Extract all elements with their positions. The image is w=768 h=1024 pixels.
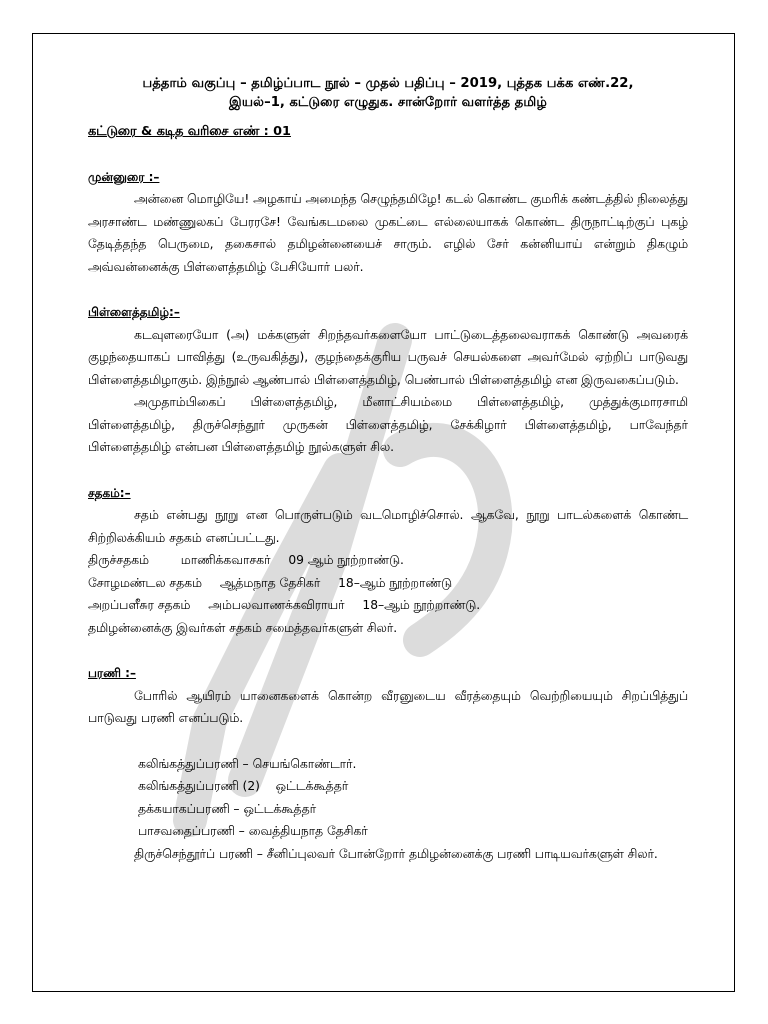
sathagam-author: அம்பலவாணக்கவிராயர் <box>208 598 345 612</box>
series-label: கட்டுரை & கடித வரிசை எண் : 01 <box>88 124 291 139</box>
sathagam-century: 18–ஆம் நூற்றாண்டு <box>338 575 452 590</box>
title-line-1: பத்தாம் வகுப்பு – தமிழ்ப்பாட நூல் – முதல் பதிப்பு – 2019, புத்தக பக்க எண்.22, <box>142 76 634 91</box>
parani-list-item: தக்கயாகப்பரணி – ஒட்டக்கூத்தர் <box>138 801 317 816</box>
sathagam-work: அறப்பளீசுர சதகம் <box>88 598 191 612</box>
parani-list-item: பாசவதைப்பரணி – வைத்தியநாத தேசிகர் <box>138 824 368 838</box>
parani-heading: பரணி :– <box>88 666 136 680</box>
parani-paragraph: போரில் ஆயிரம் யானைகளைக் கொன்ற வீரனுடைய வீரத்தையும் வெற்றியையும் சிறப்பித்துப் பாடுவது பரணி எனப்படும். <box>88 688 688 725</box>
sathagam-row <box>88 594 688 617</box>
sathagam-work: திருச்சதகம் <box>88 553 149 567</box>
pillaitamil-heading: பிள்ளைத்தமிழ்:– <box>88 305 180 319</box>
sathagam-row <box>88 572 688 595</box>
sathagam-paragraph: சதம் என்பது நூறு என பொருள்படும் வடமொழிச்சொல். ஆகவே, நூறு பாடல்களைக் கொண்ட சிற்றிலக்கியம் சதகம் எனப்பட்டது. <box>88 508 688 545</box>
parani-closing: திருச்செந்தூர்ப் பரணி – சீனிப்புலவர் போன்றோர் தமிழன்னைக்கு பரணி பாடியவர்களுள் சிலர். <box>134 846 658 861</box>
intro-paragraph: அன்னை மொழியே! அழகாய் அமைந்த செழுந்தமிழே! கடல் கொண்ட குமரிக் கண்டத்தில் நிலைத்து அரசாண்ட மண்ணுலகப் பேரரசே! வேங்கடமலை முகட்டை எல்லையாகக் கொண்ட திருநாட்டிற்குப் புகழ் தேடித்தந்த பெருமை, தகைசால் தமிழன்னையைச் சாரும். எழில் சேர் கன்னியாய் என்றும் திகழும் அவ்வன்னைக்கு பிள்ளைத்தமிழ் பேசியோர் பலர். <box>88 192 689 274</box>
sathagam-work: சோழமண்டல சதகம் <box>88 575 202 590</box>
title-line-2: இயல்–1, கட்டுரை எழுதுக. சான்றோர் வளர்த்த தமிழ் <box>229 95 547 110</box>
sathagam-author: ஆத்மநாத தேசிகர் <box>219 575 321 590</box>
parani-list-item: கலிங்கத்துப்பரணி (2) ஒட்டக்கூத்தர் <box>138 779 349 793</box>
sathagam-century: 18–ஆம் நூற்றாண்டு. <box>362 598 481 612</box>
document-body <box>88 74 688 865</box>
sathagam-century: 09 ஆம் நூற்றாண்டு. <box>288 553 404 567</box>
parani-list <box>88 753 688 843</box>
sathagam-heading: சதகம்:– <box>88 485 131 500</box>
sathagam-row <box>88 549 688 572</box>
document-title <box>88 74 688 112</box>
sathagam-author: மாணிக்கவாசகர் <box>180 553 271 567</box>
pillaitamil-paragraph-2: அமுதாம்பிகைப் பிள்ளைத்தமிழ், மீனாட்சியம்மை பிள்ளைத்தமிழ், முத்துக்குமாரசாமி பிள்ளைத்தமிழ், திருச்செந்தூர் முருகன் பிள்ளைத்தமிழ், சேக்கிழார் பிள்ளைத்தமிழ், பாவேந்தர் பிள்ளைத்தமிழ் என்பன பிள்ளைத்தமிழ் நூல்களுள் சில. <box>88 395 688 454</box>
sathagam-closing: தமிழன்னைக்கு இவர்கள் சதகம் சமைத்தவர்களுள் சிலர். <box>88 620 398 635</box>
pillaitamil-paragraph-1: கடவுளரையோ (அ) மக்களுள் சிறந்தவர்களையோ பாட்டுடைத்தலைவராகக் கொண்டு அவரைக் குழந்தையாகப் பாவித்து (உருவகித்து), குழந்தைக்குரிய பருவச் செயல்களை அவர்மேல் ஏற்றிப் பாடுவது பிள்ளைத்தமிழாகும். இந்நூல் ஆண்பால் பிள்ளைத்தமிழ், பெண்பால் பிள்ளைத்தமிழ் என இருவகைப்படும். <box>88 327 688 387</box>
intro-heading: முன்னுரை :– <box>88 169 160 184</box>
parani-list-item: கலிங்கத்துப்பரணி – செயங்கொண்டார். <box>138 756 357 771</box>
